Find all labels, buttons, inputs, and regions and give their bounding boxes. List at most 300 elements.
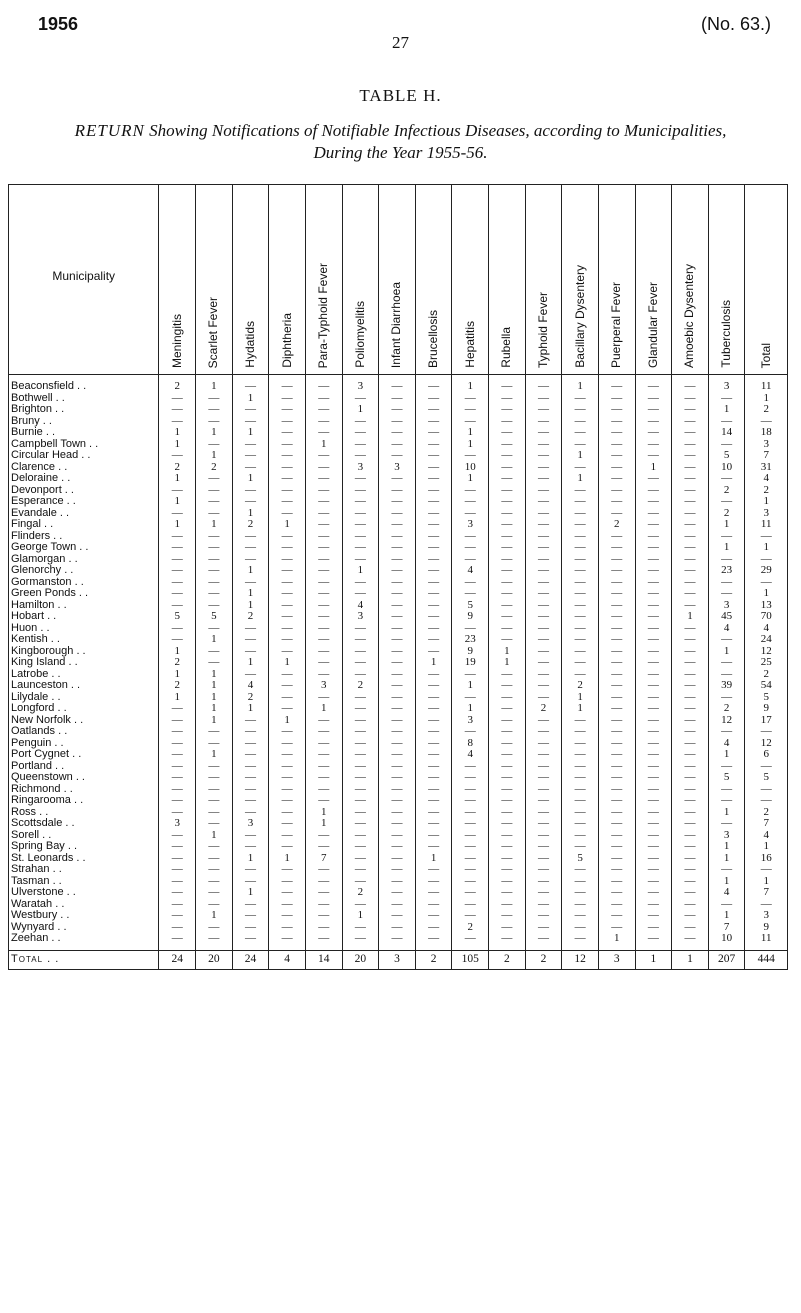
- table-cell: —: [269, 830, 306, 842]
- table-cell: 3: [159, 818, 196, 830]
- table-cell: —: [415, 715, 452, 727]
- table-cell: —: [379, 887, 416, 899]
- column-header: [379, 185, 416, 375]
- municipality-name: Hobart . .: [9, 611, 159, 623]
- table-cell: —: [342, 542, 379, 554]
- table-cell: —: [525, 818, 562, 830]
- table-cell: —: [342, 450, 379, 462]
- table-cell: 1: [562, 450, 599, 462]
- table-cell: —: [269, 427, 306, 439]
- table-cell: —: [159, 830, 196, 842]
- table-cell: —: [342, 876, 379, 888]
- table-cell: 3: [452, 715, 489, 727]
- table-cell: —: [672, 473, 709, 485]
- table-cell: 31: [745, 462, 788, 474]
- table-cell: —: [635, 703, 672, 715]
- table-cell: —: [415, 462, 452, 474]
- table-cell: —: [489, 565, 526, 577]
- table-cell: —: [562, 887, 599, 899]
- table-cell: 5: [452, 600, 489, 612]
- table-cell: 5: [159, 611, 196, 623]
- column-header-label: Infant Diarrhoea: [389, 281, 404, 368]
- table-cell: —: [269, 899, 306, 911]
- table-cell: —: [269, 703, 306, 715]
- municipality-name: Portland . .: [9, 761, 159, 773]
- column-header: [708, 185, 745, 375]
- table-cell: 1: [342, 910, 379, 922]
- municipality-header: [9, 185, 159, 375]
- table-cell: —: [598, 427, 635, 439]
- table-cell: —: [598, 450, 635, 462]
- table-cell: —: [598, 565, 635, 577]
- table-cell: —: [196, 784, 233, 796]
- table-cell: —: [635, 726, 672, 738]
- table-cell: —: [525, 933, 562, 950]
- table-cell: —: [269, 841, 306, 853]
- table-cell: —: [452, 450, 489, 462]
- table-cell: —: [598, 416, 635, 428]
- table-cell: —: [672, 703, 709, 715]
- municipality-name: Waratah . .: [9, 899, 159, 911]
- table-cell: 1: [745, 393, 788, 405]
- table-cell: —: [269, 784, 306, 796]
- table-cell: —: [672, 600, 709, 612]
- table-cell: —: [415, 404, 452, 416]
- table-cell: 14: [708, 427, 745, 439]
- table-cell: —: [525, 726, 562, 738]
- table-cell: —: [342, 554, 379, 566]
- table-cell: —: [598, 634, 635, 646]
- table-cell: 3: [745, 439, 788, 451]
- table-cell: —: [269, 542, 306, 554]
- table-cell: —: [415, 749, 452, 761]
- table-cell: —: [525, 910, 562, 922]
- total-cell: 20: [196, 950, 233, 969]
- table-cell: 19: [452, 657, 489, 669]
- table-cell: 1: [708, 519, 745, 531]
- table-cell: —: [269, 692, 306, 704]
- municipality-name: Fingal . .: [9, 519, 159, 531]
- table-cell: —: [379, 600, 416, 612]
- table-cell: —: [415, 542, 452, 554]
- table-cell: —: [489, 588, 526, 600]
- table-row: [9, 542, 788, 554]
- table-cell: —: [598, 853, 635, 865]
- table-cell: —: [708, 657, 745, 669]
- table-cell: 1: [269, 715, 306, 727]
- table-cell: —: [196, 818, 233, 830]
- table-cell: 7: [305, 853, 342, 865]
- table-cell: 2: [342, 887, 379, 899]
- table-cell: —: [635, 565, 672, 577]
- table-cell: —: [415, 554, 452, 566]
- table-cell: —: [489, 807, 526, 819]
- municipality-name: Flinders . .: [9, 531, 159, 543]
- table-cell: —: [635, 519, 672, 531]
- table-cell: —: [415, 375, 452, 393]
- table-cell: —: [598, 715, 635, 727]
- table-cell: —: [562, 393, 599, 405]
- table-cell: —: [562, 439, 599, 451]
- table-cell: 2: [745, 807, 788, 819]
- table-cell: 1: [232, 565, 269, 577]
- table-cell: 1: [232, 703, 269, 715]
- table-cell: —: [269, 375, 306, 393]
- table-cell: —: [196, 565, 233, 577]
- table-cell: —: [489, 864, 526, 876]
- table-cell: —: [159, 715, 196, 727]
- table-cell: —: [415, 646, 452, 658]
- table-cell: —: [562, 485, 599, 497]
- table-cell: —: [635, 692, 672, 704]
- table-cell: —: [305, 496, 342, 508]
- table-cell: —: [745, 577, 788, 589]
- table-cell: —: [415, 416, 452, 428]
- table-cell: 1: [196, 910, 233, 922]
- table-cell: —: [379, 519, 416, 531]
- table-cell: 1: [159, 439, 196, 451]
- table-cell: —: [269, 565, 306, 577]
- table-cell: —: [635, 531, 672, 543]
- total-cell: 2: [525, 950, 562, 969]
- column-header: [598, 185, 635, 375]
- table-cell: —: [342, 473, 379, 485]
- table-cell: —: [452, 910, 489, 922]
- table-row: [9, 519, 788, 531]
- table-cell: —: [196, 807, 233, 819]
- table-cell: —: [489, 404, 526, 416]
- table-cell: —: [562, 864, 599, 876]
- table-cell: —: [598, 531, 635, 543]
- column-header: [525, 185, 562, 375]
- table-cell: —: [379, 899, 416, 911]
- table-cell: —: [489, 761, 526, 773]
- municipality-name: Deloraine . .: [9, 473, 159, 485]
- table-cell: —: [672, 876, 709, 888]
- table-cell: —: [415, 496, 452, 508]
- table-cell: —: [525, 427, 562, 439]
- table-cell: —: [598, 726, 635, 738]
- table-cell: —: [745, 726, 788, 738]
- table-cell: —: [598, 749, 635, 761]
- table-cell: 2: [708, 703, 745, 715]
- table-cell: —: [525, 646, 562, 658]
- municipality-name: Gormanston . .: [9, 577, 159, 589]
- table-cell: —: [342, 715, 379, 727]
- municipality-name: Huon . .: [9, 623, 159, 635]
- table-cell: —: [635, 669, 672, 681]
- table-cell: 7: [708, 922, 745, 934]
- table-cell: —: [598, 462, 635, 474]
- table-cell: —: [342, 646, 379, 658]
- table-cell: —: [342, 922, 379, 934]
- table-cell: 1: [196, 692, 233, 704]
- column-header: [489, 185, 526, 375]
- table-cell: —: [305, 565, 342, 577]
- table-cell: —: [635, 450, 672, 462]
- table-cell: —: [672, 462, 709, 474]
- table-row: [9, 726, 788, 738]
- table-cell: —: [415, 634, 452, 646]
- table-cell: —: [342, 853, 379, 865]
- table-cell: —: [232, 496, 269, 508]
- table-cell: —: [379, 404, 416, 416]
- table-cell: —: [342, 508, 379, 520]
- table-cell: —: [635, 600, 672, 612]
- table-name: TABLE H.: [359, 86, 442, 105]
- municipality-name: Esperance . .: [9, 496, 159, 508]
- table-cell: —: [708, 726, 745, 738]
- table-cell: —: [598, 600, 635, 612]
- table-cell: —: [562, 795, 599, 807]
- table-cell: —: [452, 933, 489, 950]
- table-cell: —: [159, 554, 196, 566]
- column-header-label: Total: [758, 342, 773, 368]
- table-cell: —: [269, 910, 306, 922]
- table-cell: 1: [452, 427, 489, 439]
- table-cell: 2: [232, 519, 269, 531]
- table-cell: —: [708, 795, 745, 807]
- table-cell: —: [598, 577, 635, 589]
- table-cell: —: [635, 864, 672, 876]
- table-cell: 2: [745, 404, 788, 416]
- table-cell: —: [672, 749, 709, 761]
- table-cell: 1: [305, 439, 342, 451]
- municipality-name: St. Leonards . .: [9, 853, 159, 865]
- table-cell: —: [672, 933, 709, 950]
- table-cell: 4: [745, 830, 788, 842]
- table-cell: —: [525, 841, 562, 853]
- table-row: [9, 680, 788, 692]
- table-row: [9, 473, 788, 485]
- table-cell: —: [269, 749, 306, 761]
- table-cell: —: [672, 634, 709, 646]
- column-header: [342, 185, 379, 375]
- year-header: 1956: [38, 14, 79, 34]
- table-cell: —: [489, 542, 526, 554]
- table-cell: —: [489, 715, 526, 727]
- table-cell: —: [672, 772, 709, 784]
- table-cell: —: [196, 887, 233, 899]
- municipality-name: Green Ponds . .: [9, 588, 159, 600]
- table-cell: —: [269, 393, 306, 405]
- table-cell: —: [379, 588, 416, 600]
- table-cell: —: [415, 393, 452, 405]
- column-header-label: Typhoid Fever: [535, 291, 550, 368]
- table-cell: —: [489, 910, 526, 922]
- table-cell: —: [672, 531, 709, 543]
- table-cell: —: [452, 899, 489, 911]
- table-cell: —: [672, 519, 709, 531]
- table-cell: —: [415, 795, 452, 807]
- table-cell: —: [489, 611, 526, 623]
- table-cell: —: [269, 531, 306, 543]
- table-cell: —: [708, 554, 745, 566]
- table-cell: —: [562, 910, 599, 922]
- column-header: [562, 185, 599, 375]
- table-cell: —: [196, 841, 233, 853]
- table-cell: —: [525, 531, 562, 543]
- table-cell: 3: [708, 600, 745, 612]
- table-cell: —: [452, 404, 489, 416]
- column-header: [269, 185, 306, 375]
- table-cell: —: [342, 519, 379, 531]
- table-cell: —: [672, 784, 709, 796]
- table-cell: —: [232, 807, 269, 819]
- table-cell: —: [672, 404, 709, 416]
- table-cell: —: [489, 496, 526, 508]
- table-cell: —: [159, 416, 196, 428]
- table-cell: —: [415, 933, 452, 950]
- table-cell: 1: [269, 657, 306, 669]
- table-cell: —: [232, 772, 269, 784]
- table-cell: —: [708, 818, 745, 830]
- table-cell: —: [305, 795, 342, 807]
- table-cell: —: [489, 531, 526, 543]
- table-cell: —: [489, 450, 526, 462]
- table-cell: —: [562, 531, 599, 543]
- table-cell: —: [489, 473, 526, 485]
- table-cell: —: [708, 784, 745, 796]
- table-cell: —: [415, 692, 452, 704]
- table-cell: —: [305, 485, 342, 497]
- table-cell: —: [598, 864, 635, 876]
- table-cell: —: [598, 922, 635, 934]
- table-cell: —: [525, 519, 562, 531]
- table-cell: —: [489, 427, 526, 439]
- table-cell: —: [159, 761, 196, 773]
- table-cell: —: [598, 611, 635, 623]
- table-cell: —: [305, 876, 342, 888]
- table-cell: —: [562, 841, 599, 853]
- table-cell: —: [232, 450, 269, 462]
- table-cell: 1: [745, 876, 788, 888]
- table-cell: —: [305, 600, 342, 612]
- table-cell: —: [415, 519, 452, 531]
- table-row: [9, 703, 788, 715]
- table-cell: —: [525, 669, 562, 681]
- table-cell: —: [525, 416, 562, 428]
- table-cell: —: [635, 876, 672, 888]
- table-row: [9, 818, 788, 830]
- table-cell: —: [525, 508, 562, 520]
- table-cell: —: [305, 427, 342, 439]
- table-row: [9, 427, 788, 439]
- table-cell: —: [562, 577, 599, 589]
- table-cell: —: [525, 439, 562, 451]
- table-cell: —: [489, 577, 526, 589]
- table-cell: —: [342, 588, 379, 600]
- table-cell: —: [379, 749, 416, 761]
- table-cell: —: [562, 749, 599, 761]
- table-cell: —: [159, 565, 196, 577]
- table-cell: —: [342, 692, 379, 704]
- table-cell: —: [452, 818, 489, 830]
- table-cell: 1: [562, 473, 599, 485]
- table-cell: —: [232, 531, 269, 543]
- table-cell: —: [525, 749, 562, 761]
- table-cell: —: [598, 784, 635, 796]
- municipality-name: Clarence . .: [9, 462, 159, 474]
- table-cell: —: [159, 600, 196, 612]
- table-cell: —: [489, 922, 526, 934]
- table-cell: 3: [745, 910, 788, 922]
- table-cell: —: [708, 439, 745, 451]
- table-cell: —: [672, 657, 709, 669]
- table-cell: —: [452, 577, 489, 589]
- table-cell: —: [232, 416, 269, 428]
- column-header-label: Poliomyelitis: [352, 301, 367, 368]
- table-cell: —: [452, 761, 489, 773]
- table-cell: —: [562, 784, 599, 796]
- table-cell: 24: [745, 634, 788, 646]
- table-cell: —: [562, 508, 599, 520]
- table-cell: 1: [745, 496, 788, 508]
- table-cell: —: [525, 611, 562, 623]
- table-cell: 1: [452, 703, 489, 715]
- table-cell: 1: [196, 519, 233, 531]
- table-cell: —: [489, 772, 526, 784]
- table-cell: 2: [159, 375, 196, 393]
- table-cell: —: [342, 807, 379, 819]
- table-cell: 1: [635, 462, 672, 474]
- total-label: Total . .: [9, 950, 159, 969]
- table-cell: —: [232, 634, 269, 646]
- table-cell: —: [379, 375, 416, 393]
- table-cell: —: [672, 375, 709, 393]
- table-cell: —: [598, 657, 635, 669]
- table-cell: —: [745, 531, 788, 543]
- total-cell: 3: [598, 950, 635, 969]
- table-cell: —: [525, 738, 562, 750]
- municipality-name: Kentish . .: [9, 634, 159, 646]
- table-cell: —: [415, 623, 452, 635]
- table-cell: —: [159, 887, 196, 899]
- table-cell: —: [489, 795, 526, 807]
- table-cell: —: [269, 818, 306, 830]
- table-cell: 1: [159, 427, 196, 439]
- table-cell: —: [562, 761, 599, 773]
- total-cell: 24: [159, 950, 196, 969]
- table-cell: —: [305, 830, 342, 842]
- table-cell: —: [232, 439, 269, 451]
- table-row: [9, 864, 788, 876]
- table-cell: —: [562, 899, 599, 911]
- table-cell: —: [232, 841, 269, 853]
- column-header-label: Puerperal Fever: [609, 281, 624, 368]
- table-cell: —: [489, 519, 526, 531]
- municipality-name: Ringarooma . .: [9, 795, 159, 807]
- table-cell: —: [159, 853, 196, 865]
- column-header-label: Scarlet Fever: [206, 296, 221, 368]
- table-cell: —: [562, 669, 599, 681]
- table-cell: 1: [489, 646, 526, 658]
- table-cell: —: [635, 899, 672, 911]
- table-cell: —: [525, 657, 562, 669]
- table-cell: —: [672, 393, 709, 405]
- table-cell: 2: [196, 462, 233, 474]
- table-cell: —: [672, 738, 709, 750]
- municipality-name: Beaconsfield . .: [9, 375, 159, 393]
- table-cell: —: [598, 669, 635, 681]
- table-cell: 4: [745, 473, 788, 485]
- table-cell: —: [635, 646, 672, 658]
- table-cell: —: [635, 830, 672, 842]
- municipality-header-label: Municipality: [52, 269, 116, 283]
- table-cell: —: [598, 841, 635, 853]
- table-cell: 1: [196, 669, 233, 681]
- table-cell: —: [745, 864, 788, 876]
